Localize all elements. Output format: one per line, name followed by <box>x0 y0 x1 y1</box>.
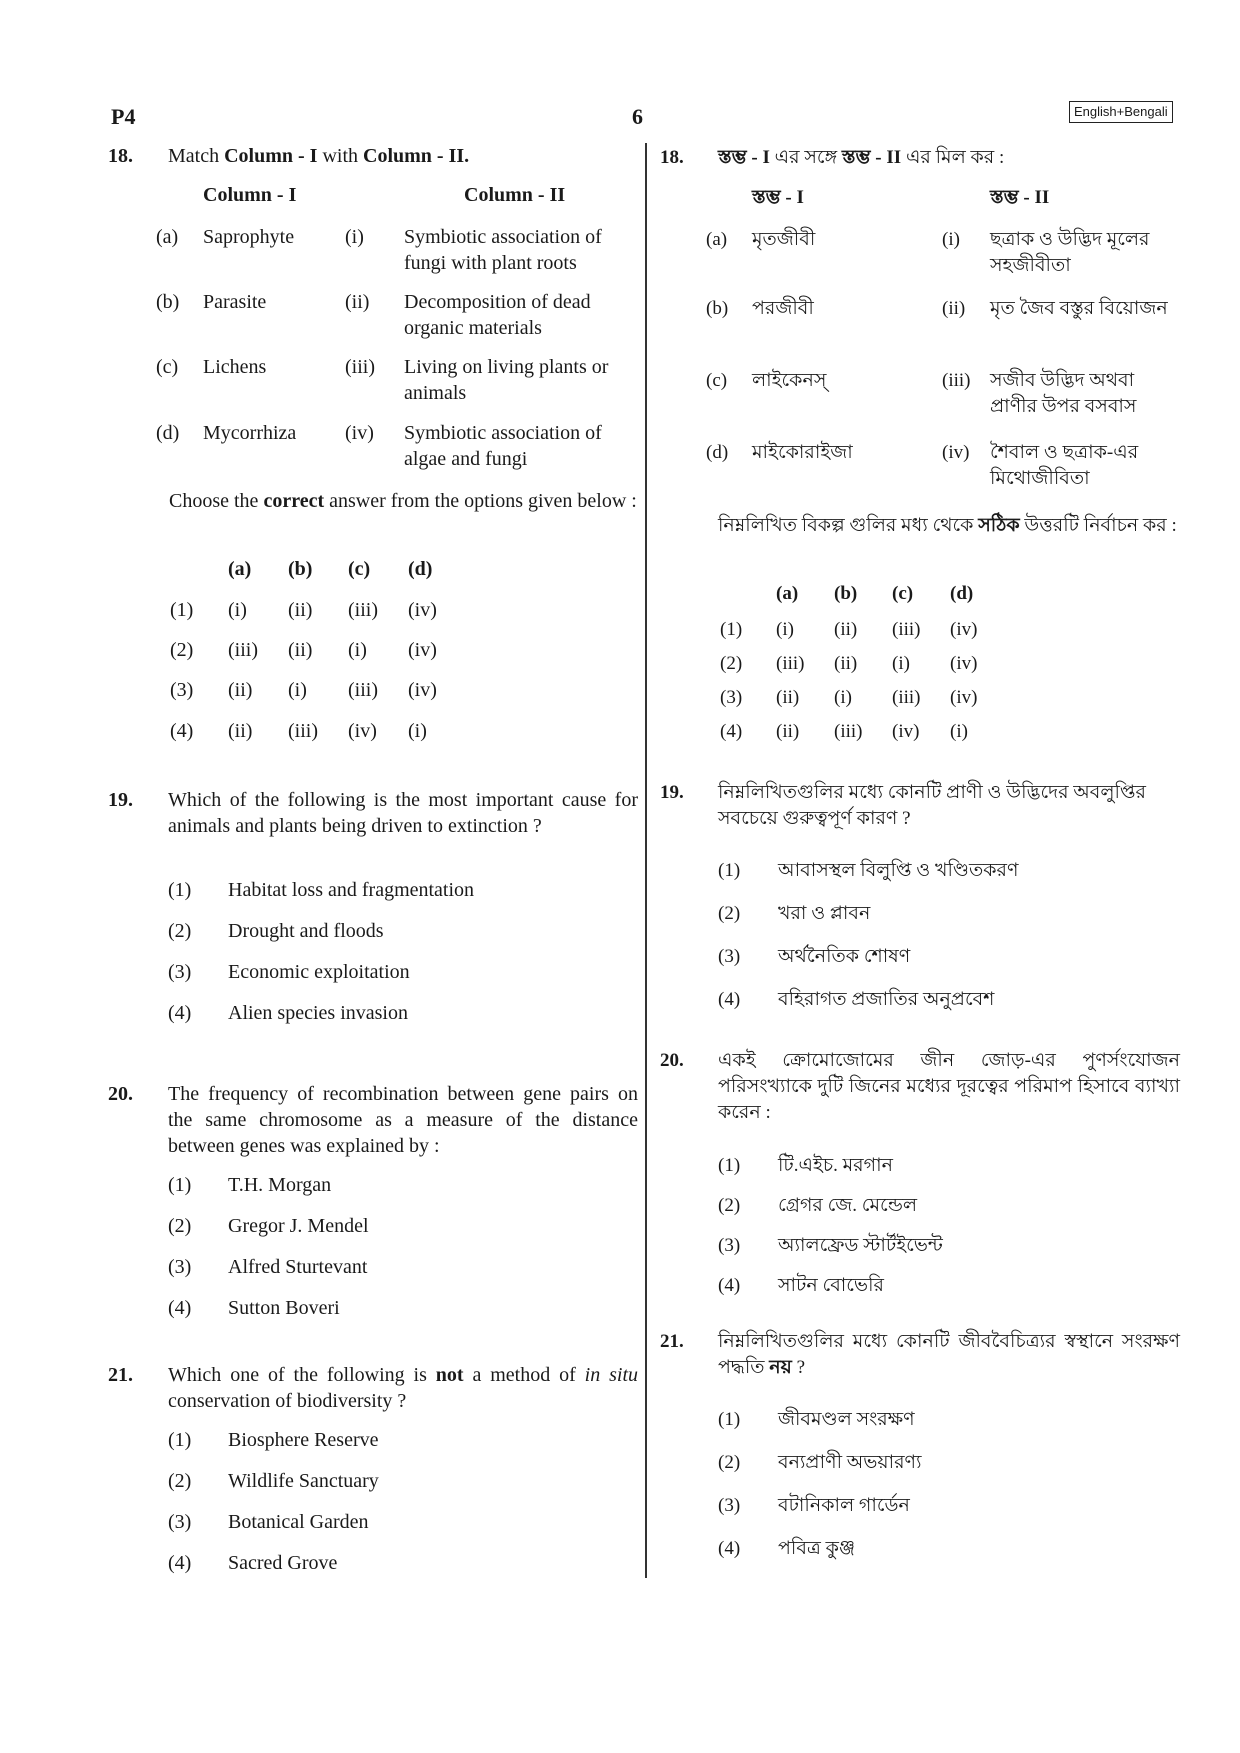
question-text: Which of the following is the most important cause for animals and plants being driven to extinction ? <box>168 789 638 837</box>
question-19-bn <box>660 780 1180 832</box>
question-text: Match Column - I with Column - II. <box>168 145 470 167</box>
question-20-bn <box>660 1048 1180 1126</box>
question-number: 20. <box>660 1050 684 1071</box>
question-number: 20. <box>108 1083 133 1105</box>
question-number: 18. <box>108 145 133 167</box>
question-number: 19. <box>660 782 684 803</box>
column-divider <box>645 143 647 1578</box>
question-number: 18. <box>660 147 684 168</box>
column-2-heading: স্তম্ভ - II <box>990 187 1050 208</box>
question-text: স্তম্ভ - I এর সঙ্গে স্তম্ভ - II এর মিল কর : <box>718 147 1005 168</box>
question-text: একই ক্রোমোজোমের জীন জোড়-এর পুণর্সংযোজন পরিসংখ্যাকে দুটি জিনের মধ্যের দূরত্বের পরিমাপ হিসাবে ব্যাখ্যা করেন : <box>718 1050 1180 1123</box>
column-2-heading: Column - II <box>464 184 566 206</box>
question-21-en <box>108 1362 638 1414</box>
question-18-en <box>108 143 638 169</box>
question-19-en <box>108 787 638 839</box>
question-18-bn <box>660 145 1180 171</box>
question-number: 21. <box>108 1364 133 1386</box>
question-text: নিম্নলিখিতগুলির মধ্যে কোনটি প্রাণী ও উদ্ভিদের অবলুপ্তির সবচেয়ে গুরুত্বপূর্ণ কারণ ? <box>718 782 1146 829</box>
choose-instruction: Choose the correct answer from the options given below : <box>169 490 637 512</box>
column-1-heading: স্তম্ভ - I <box>752 187 804 208</box>
question-number: 21. <box>660 1331 684 1352</box>
question-text: নিম্নলিখিতগুলির মধ্যে কোনটি জীববৈচিত্র্যর স্বস্থানে সংরক্ষণ পদ্ধতি নয় ? <box>718 1331 1180 1378</box>
question-number: 19. <box>108 789 133 811</box>
question-text: The frequency of recombination between gene pairs on the same chromosome as a measure of the distance between genes was explained by : <box>168 1083 638 1157</box>
question-20-en <box>108 1081 638 1159</box>
page-number: 6 <box>632 104 643 129</box>
question-21-bn <box>660 1329 1180 1381</box>
paper-code: P4 <box>111 104 136 129</box>
choose-instruction: নিম্নলিখিত বিকল্প গুলির মধ্য থেকে সঠিক উত্তরটি নির্বাচন কর : <box>718 515 1177 536</box>
language-badge: English+Bengali <box>1069 101 1173 123</box>
question-text: Which one of the following is not a method of in situ conservation of biodiversity ? <box>168 1364 639 1412</box>
column-1-heading: Column - I <box>203 184 297 206</box>
